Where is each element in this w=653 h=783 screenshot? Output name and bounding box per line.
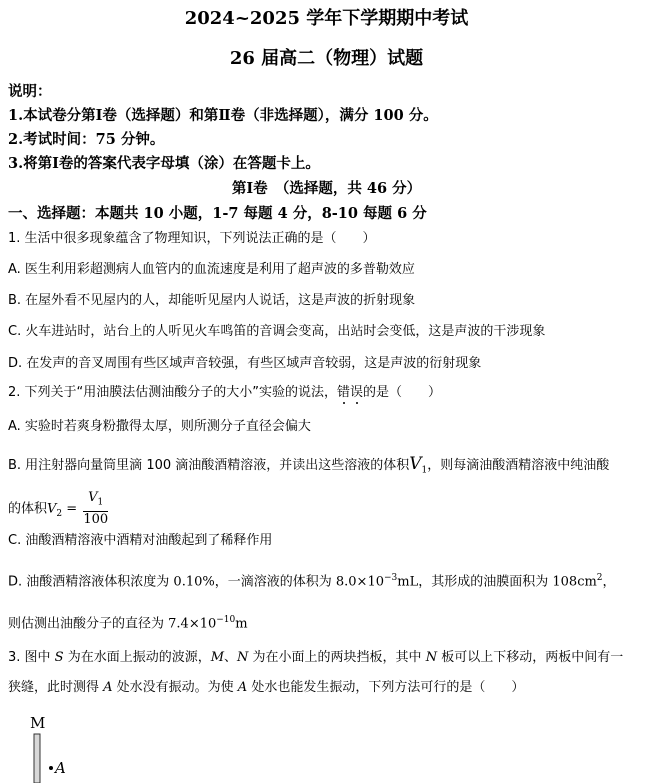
volume-exponent: −3	[383, 573, 398, 583]
var-v2-sub: 2	[56, 508, 63, 519]
label-m: M	[30, 714, 46, 732]
q3-text: 为在水面上振动的波源，	[63, 650, 211, 665]
volume-value: 8.0×10	[335, 574, 384, 590]
q1-option-d: D. 在发声的音叉周围有些区域声音较强，有些区域声音较弱，这是声波的衍射现象	[8, 356, 482, 371]
var-v1-sub: 1	[421, 465, 428, 476]
label-a: A	[55, 759, 66, 777]
diameter-unit: m	[235, 616, 248, 632]
q2-d-text: ，其形成的油膜面积为	[418, 574, 553, 590]
q1-option-b: B. 在屋外看不见屋内的人，却能听见屋内人说话，这是声波的折射现象	[8, 293, 416, 308]
equals-sign: =	[62, 501, 82, 517]
q2-d-text: ，	[602, 574, 616, 590]
var-v1: V	[409, 454, 422, 474]
note-item: 1.本试卷分第Ⅰ卷（选择题）和第Ⅱ卷（非选择题），满分 100 分。	[8, 107, 438, 124]
q2-emphasis-char: 错	[337, 385, 351, 400]
notes-heading: 说明：	[8, 83, 52, 100]
var-n: N	[237, 650, 249, 665]
q2-option-a: A. 实验时若爽身粉撒得太厚，则所测分子直径会偏大	[8, 419, 311, 434]
q2-option-d	[8, 568, 616, 592]
var-n: N	[425, 650, 438, 665]
q1-option-c: C. 火车进站时，站台上的人听见火车鸣笛的音调会变高，出站时会变低，这是声波的干涉现象	[8, 324, 546, 339]
q3-text: 处水没有振动。为使	[112, 680, 238, 695]
q2-d-text: 则估测出油酸分子的直径为	[8, 616, 169, 632]
q3-text: 3. 图中	[8, 650, 55, 665]
q1-stem: 1. 生活中很多现象蕴含了物理知识，下列说法正确的是（ ）	[8, 231, 376, 246]
var-a: A	[237, 680, 248, 695]
barrier-m	[34, 734, 40, 783]
q2-option-b	[8, 454, 609, 481]
fraction-numerator	[83, 490, 108, 512]
concentration-value: 0.10%	[173, 574, 215, 590]
point-a-dot	[49, 766, 53, 770]
area-value: 108cm	[552, 574, 597, 590]
q3-text: 处水也能发生振动，下列方法可行的是（ ）	[247, 680, 525, 695]
volume-unit: mL	[397, 574, 419, 590]
q2-d-text: ，一滴溶液的体积为	[214, 574, 336, 590]
section-title: 第Ⅰ卷 （选择题，共 46 分）	[231, 180, 422, 197]
part-heading: 一、选择题：本题共 10 小题，1-7 每题 4 分，8-10 每题 6 分	[8, 205, 427, 222]
q3-stem-cont	[8, 678, 524, 698]
diameter-value: 7.4×10	[168, 616, 217, 632]
q3-figure	[18, 712, 98, 783]
var-m: M	[210, 650, 225, 665]
q3-text: 、	[224, 650, 238, 665]
q2-option-d-cont	[8, 610, 248, 634]
q2-d-text: D. 油酸酒精溶液体积浓度为	[8, 574, 174, 590]
note-item: 3.将第Ⅰ卷的答案代表字母填（涂）在答题卡上。	[8, 155, 320, 172]
q2-stem-text: 2. 下列关于“用油膜法估测油酸分子的大小”实验的说法，	[8, 385, 338, 400]
q2-b-text: ，则每滴油酸酒精溶液中纯油酸	[427, 458, 610, 473]
q2-stem	[8, 383, 441, 403]
exam-title: 2024~2025 学年下学期期中考试	[184, 8, 469, 29]
q2-b-text: B. 用注射器向量筒里滴 100 滴油酸酒精溶液，并读出这些溶液的体积	[8, 458, 410, 473]
q3-text: 狭缝，此时测得	[8, 680, 104, 695]
q2-option-b-cont	[8, 490, 108, 532]
q1-option-a: A. 医生利用彩超测病人血管内的血流速度是利用了超声波的多普勒效应	[8, 262, 415, 277]
q3-text: 为在小面上的两块挡板，其中	[248, 650, 426, 665]
q3-text: 板可以上下移动，两板中间有一	[437, 650, 624, 665]
fraction	[83, 490, 108, 528]
var-v1: V	[88, 490, 98, 505]
area-exponent: 2	[596, 573, 603, 583]
q2-option-c: C. 油酸酒精溶液中酒精对油酸起到了稀释作用	[8, 533, 273, 548]
var-v2: V	[47, 501, 57, 517]
diameter-exponent: −10	[216, 615, 236, 625]
note-item: 2.考试时间：75 分钟。	[8, 131, 165, 148]
q2-emphasis-char: 误	[350, 385, 364, 400]
var-v1-sub: 1	[97, 497, 104, 508]
exam-subtitle: 26 届高二（物理）试题	[229, 48, 424, 69]
q2-b-text: 的体积	[8, 501, 48, 517]
var-a: A	[103, 680, 113, 695]
var-s: S	[54, 650, 64, 665]
q3-stem	[8, 648, 623, 668]
q2-stem-text: 的是（ ）	[363, 385, 442, 400]
fraction-denominator: 100	[83, 511, 109, 527]
